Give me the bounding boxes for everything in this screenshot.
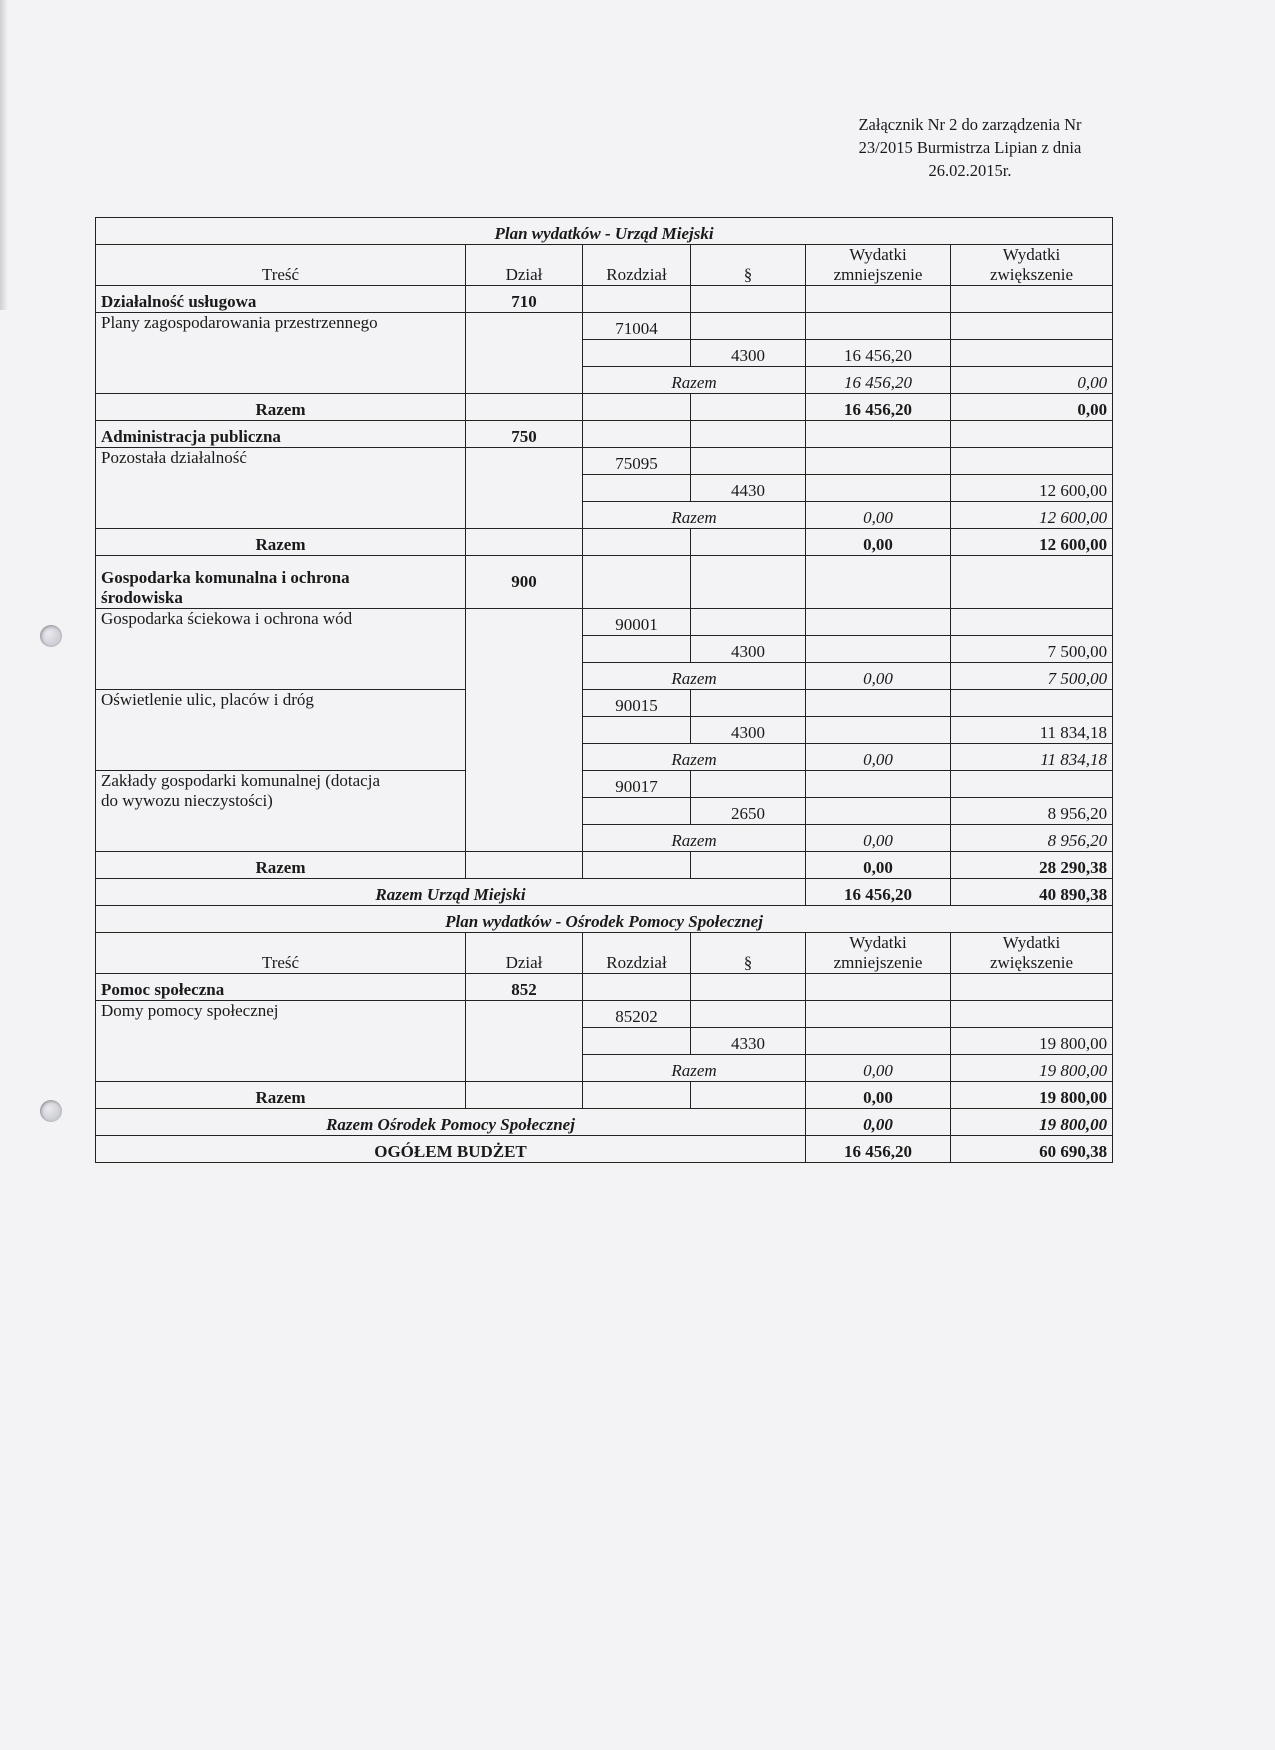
punch-hole-top xyxy=(40,625,62,647)
attachment-note-line-2: 23/2015 Burmistrza Lipian z dnia xyxy=(858,138,1082,157)
column-header-row xyxy=(96,245,1113,286)
rozdzial-name-line2: do wywozu nieczystości) xyxy=(101,791,273,810)
section-total-row-852 xyxy=(96,1082,1113,1109)
section-row-852 xyxy=(96,974,1113,1001)
section-total-row-900 xyxy=(96,852,1113,879)
rozdzial-name: Plany zagospodarowania przestrzennego xyxy=(96,313,466,394)
subtotal-zwiekszenie: 0,00 xyxy=(951,367,1113,394)
col-header-rozdzial: Rozdział xyxy=(583,245,691,286)
paragraf-code: 4330 xyxy=(691,1028,806,1055)
amount-zwiekszenie: 12 600,00 xyxy=(951,475,1113,502)
paragraf-code: 4300 xyxy=(691,340,806,367)
punch-hole-bottom xyxy=(40,1100,62,1122)
urzad-total-row xyxy=(96,879,1113,906)
column-header-row xyxy=(96,933,1113,974)
section-total-zwiekszenie: 0,00 xyxy=(951,394,1113,421)
section-row-750 xyxy=(96,421,1113,448)
urzad-total-label: Razem Urząd Miejski xyxy=(96,879,806,906)
rozdzial-row-71004 xyxy=(96,313,1113,340)
col-header-zmniejszenie xyxy=(806,245,951,286)
expense-plan-table xyxy=(95,217,1113,1163)
subtotal-label: Razem xyxy=(583,367,806,394)
col-header-dzial: Dział xyxy=(466,245,583,286)
rozdzial-name xyxy=(96,771,466,852)
paragraf-code: 4430 xyxy=(691,475,806,502)
subtotal-zmniejszenie: 0,00 xyxy=(806,825,951,852)
col-header-tresc: Treść xyxy=(96,245,466,286)
col-header-dzial: Dział xyxy=(466,933,583,974)
rozdzial-row-90017 xyxy=(96,771,1113,798)
subtotal-zwiekszenie: 7 500,00 xyxy=(951,663,1113,690)
col-header-zmniejszenie xyxy=(806,933,951,974)
section-total-zmniejszenie: 16 456,20 xyxy=(806,394,951,421)
amount-zmniejszenie: 16 456,20 xyxy=(806,340,951,367)
subtotal-zwiekszenie: 8 956,20 xyxy=(951,825,1113,852)
section-total-zmniejszenie: 0,00 xyxy=(806,529,951,556)
urzad-total-zmniejszenie: 16 456,20 xyxy=(806,879,951,906)
rozdzial-code: 85202 xyxy=(583,1001,691,1028)
page-edge-shadow xyxy=(0,0,8,310)
subtotal-label: Razem xyxy=(583,744,806,771)
section-name-line2: środowiska xyxy=(101,588,183,607)
rozdzial-name: Gospodarka ściekowa i ochrona wód xyxy=(96,609,466,690)
amount-zwiekszenie: 19 800,00 xyxy=(951,1028,1113,1055)
section-total-zmniejszenie: 0,00 xyxy=(806,1082,951,1109)
col-header-tresc: Treść xyxy=(96,933,466,974)
section-row-710 xyxy=(96,286,1113,313)
subtotal-label: Razem xyxy=(583,663,806,690)
col-header-zmn-line1: Wydatki xyxy=(849,245,907,264)
subtotal-zmniejszenie: 0,00 xyxy=(806,663,951,690)
paragraf-code: 2650 xyxy=(691,798,806,825)
rozdzial-code: 90001 xyxy=(583,609,691,636)
section-total-label: Razem xyxy=(96,394,466,421)
section-total-row-750 xyxy=(96,529,1113,556)
section-title-ops: Plan wydatków - Ośrodek Pomocy Społecznej xyxy=(96,906,1113,933)
section-total-zwiekszenie: 12 600,00 xyxy=(951,529,1113,556)
subtotal-zmniejszenie: 16 456,20 xyxy=(806,367,951,394)
ops-total-zmniejszenie: 0,00 xyxy=(806,1109,951,1136)
subtotal-label: Razem xyxy=(583,502,806,529)
section-title-urzad: Plan wydatków - Urząd Miejski xyxy=(96,218,1113,245)
section-row-900 xyxy=(96,556,1113,609)
rozdzial-name: Oświetlenie ulic, placów i dróg xyxy=(96,690,466,771)
section-total-row-710 xyxy=(96,394,1113,421)
ops-total-label: Razem Ośrodek Pomocy Społecznej xyxy=(96,1109,806,1136)
section-name-line1: Gospodarka komunalna i ochrona xyxy=(101,568,350,587)
rozdzial-code: 90015 xyxy=(583,690,691,717)
attachment-note xyxy=(820,113,1120,182)
rozdzial-row-75095 xyxy=(96,448,1113,475)
col-header-zwiekszenie xyxy=(951,245,1113,286)
section-total-label: Razem xyxy=(96,529,466,556)
rozdzial-name: Domy pomocy społecznej xyxy=(96,1001,466,1082)
section-name: Pomoc społeczna xyxy=(96,974,466,1001)
col-header-paragraf: § xyxy=(691,245,806,286)
subtotal-zwiekszenie: 19 800,00 xyxy=(951,1055,1113,1082)
subtotal-zwiekszenie: 11 834,18 xyxy=(951,744,1113,771)
col-header-zwi-line2: zwiększenie xyxy=(989,953,1074,972)
ops-total-row xyxy=(96,1109,1113,1136)
amount-zwiekszenie: 11 834,18 xyxy=(951,717,1113,744)
rozdzial-code: 71004 xyxy=(583,313,691,340)
amount-zwiekszenie xyxy=(951,340,1113,367)
ops-total-zwiekszenie: 19 800,00 xyxy=(951,1109,1113,1136)
rozdzial-name-line1: Zakłady gospodarki komunalnej (dotacja xyxy=(101,771,380,790)
section-total-zwiekszenie: 19 800,00 xyxy=(951,1082,1113,1109)
section-name xyxy=(96,556,466,609)
subtotal-zwiekszenie: 12 600,00 xyxy=(951,502,1113,529)
dzial-code: 710 xyxy=(466,286,583,313)
section-total-zwiekszenie: 28 290,38 xyxy=(951,852,1113,879)
paragraf-code: 4300 xyxy=(691,636,806,663)
grand-total-zmniejszenie: 16 456,20 xyxy=(806,1136,951,1163)
attachment-note-line-3: 26.02.2015r. xyxy=(928,161,1012,180)
attachment-note-line-1: Załącznik Nr 2 do zarządzenia Nr xyxy=(858,115,1082,134)
col-header-zmn-line2: zmniejszenie xyxy=(833,953,923,972)
rozdzial-row-90001 xyxy=(96,609,1113,636)
section-total-zmniejszenie: 0,00 xyxy=(806,852,951,879)
rozdzial-name: Pozostała działalność xyxy=(96,448,466,529)
section-name: Działalność usługowa xyxy=(96,286,466,313)
dzial-code: 852 xyxy=(466,974,583,1001)
section-name: Administracja publiczna xyxy=(96,421,466,448)
rozdzial-row-85202 xyxy=(96,1001,1113,1028)
dzial-code: 750 xyxy=(466,421,583,448)
subtotal-label: Razem xyxy=(583,825,806,852)
subtotal-zmniejszenie: 0,00 xyxy=(806,1055,951,1082)
section-total-label: Razem xyxy=(96,1082,466,1109)
amount-zwiekszenie: 8 956,20 xyxy=(951,798,1113,825)
section-total-label: Razem xyxy=(96,852,466,879)
subtotal-zmniejszenie: 0,00 xyxy=(806,502,951,529)
paragraf-code: 4300 xyxy=(691,717,806,744)
subtotal-zmniejszenie: 0,00 xyxy=(806,744,951,771)
dzial-code: 900 xyxy=(466,556,583,609)
col-header-zwi-line1: Wydatki xyxy=(1002,933,1061,952)
col-header-zwi-line1: Wydatki xyxy=(1002,245,1061,264)
grand-total-label: OGÓŁEM BUDŻET xyxy=(96,1136,806,1163)
subtotal-label: Razem xyxy=(583,1055,806,1082)
col-header-paragraf: § xyxy=(691,933,806,974)
amount-zwiekszenie: 7 500,00 xyxy=(951,636,1113,663)
col-header-zmn-line1: Wydatki xyxy=(849,933,907,952)
rozdzial-code: 90017 xyxy=(583,771,691,798)
col-header-rozdzial: Rozdział xyxy=(583,933,691,974)
rozdzial-row-90015 xyxy=(96,690,1113,717)
grand-total-zwiekszenie: 60 690,38 xyxy=(951,1136,1113,1163)
col-header-zwi-line2: zwiększenie xyxy=(989,265,1074,284)
urzad-total-zwiekszenie: 40 890,38 xyxy=(951,879,1113,906)
col-header-zmn-line2: zmniejszenie xyxy=(833,265,923,284)
rozdzial-code: 75095 xyxy=(583,448,691,475)
col-header-zwiekszenie xyxy=(951,933,1113,974)
grand-total-row xyxy=(96,1136,1113,1163)
